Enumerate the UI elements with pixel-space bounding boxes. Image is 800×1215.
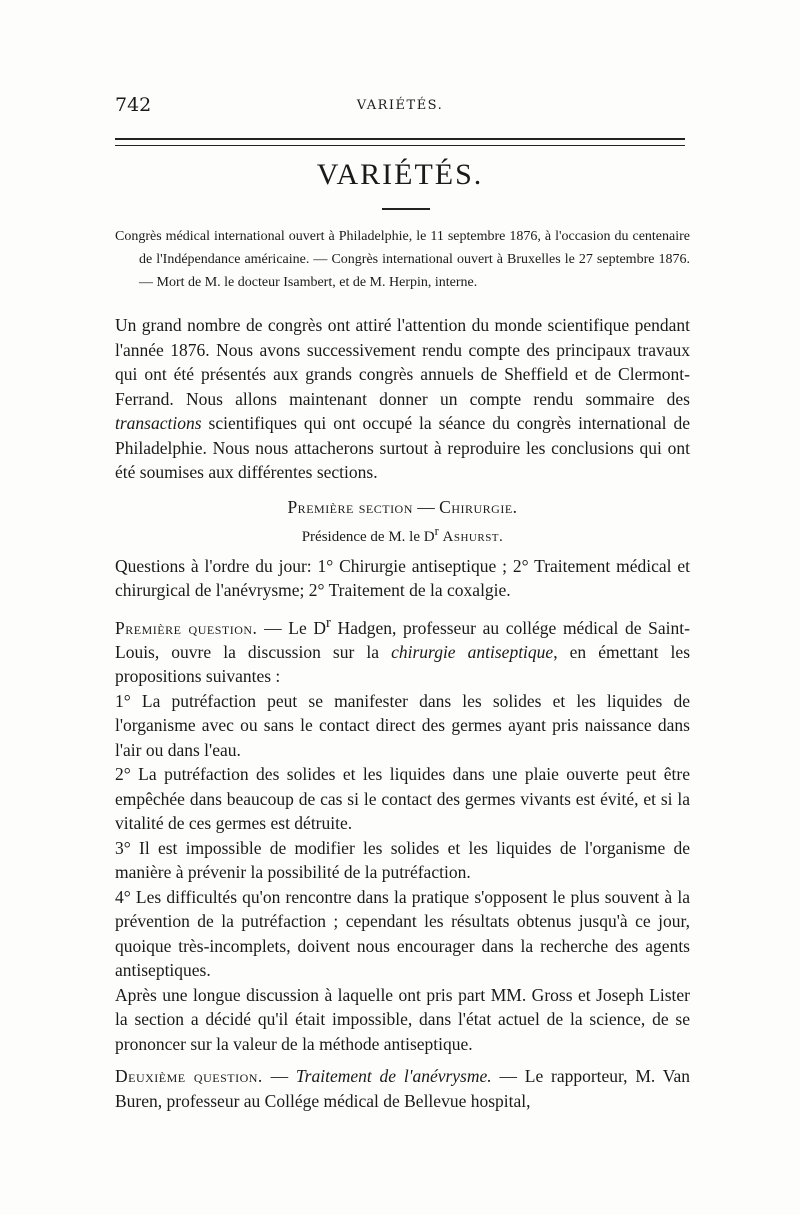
section-title: VARIÉTÉS.: [316, 158, 484, 191]
proposition-2: 2° La putréfaction des solides et les liquides dans une plaie ouverte peut être empêchée dans beaucoup de cas si le contact des germes vivants est évité, et si la vitalité de ces germes est détruite.: [115, 764, 690, 834]
article-body: [115, 313, 690, 1113]
title-rule: [382, 208, 430, 210]
proposition-4: 4° Les difficultés qu'on rencontre dans la pratique s'opposent le plus souvent à la prévention de la putréfaction ; cependant les résultats obtenus jusqu'à ce jour, quoique très-incomplets, doivent nous encourager dans la recherche des agents antiseptiques.: [115, 886, 690, 981]
summary-text: Congrès médical international ouvert à Philadelphie, le 11 septembre 1876, à l'occasion du centenaire de l'Indépendance américaine. — Congrès international ouvert à Bruxelles le 27 septembre 1876. — Mort de M. le docteur Isambert, et de M. Herpin, interne.: [115, 229, 690, 290]
premiere-question-paragraph: Première question. — Le $D^r$ Hadgen, professeur au collége médical de Saint-Louis, ouvre la discussion sur la chirurgie antiseptique, en émettant les propositions suivantes :: [115, 614, 691, 687]
summary: [115, 225, 690, 294]
intro-paragraph: Un grand nombre de congrès ont attiré l'attention du monde scientifique pendant l'année 1876. Nous avons successivement rendu compte des principaux travaux qui ont été présentés aux grands congrès annuels de Sheffield et de Clermont-Ferrand. Nous allons maintenant donner un compte rendu sommaire des transactions scientifiques qui ont occupé la séance du congrès international de Philadelphie. Nous nous attacherons surtout à reproduire les conclusions qui ont été soumises aux différentes sections.: [115, 315, 690, 482]
running-head: [115, 94, 685, 122]
questions-paragraph: Questions à l'ordre du jour: 1° Chirurgie antiseptique ; 2° Traitement médical et chirurgical de l'anévrysme; 2° Traitement de la coxalgie.: [115, 555, 690, 600]
running-title: VARIÉTÉS.: [356, 98, 444, 113]
proposition-3: 3° Il est impossible de modifier les solides et les liquides de l'organisme de manière à prévenir la possibilité de la putréfaction.: [115, 837, 690, 883]
conclusion-paragraph: Après une longue discussion à laquelle ont pris part MM. Gross et Joseph Lister la section a décidé qu'il était impossible, dans l'état actuel de la science, de se prononcer sur la valeur de la méthode antiseptique.: [115, 984, 690, 1054]
deuxieme-question-paragraph: Deuxième question. — Traitement de l'anévrysme. — Le rapporteur, M. Van Buren, professeur au Collége médical de Bellevue hospital,: [115, 1066, 690, 1111]
section-heading: Première section — Chirurgie.: [287, 496, 518, 517]
presidence-line: Présidence de M. le $D^r$ Ashurst.: [301, 524, 504, 545]
proposition-1: 1° La putréfaction peut se manifester dans les solides et les liquides de l'organisme avec ou sans le contact direct des germes ayant pris naissance dans l'air ou dans l'eau.: [115, 690, 690, 760]
page-number: 742: [115, 94, 152, 116]
header-rule: [115, 138, 685, 146]
